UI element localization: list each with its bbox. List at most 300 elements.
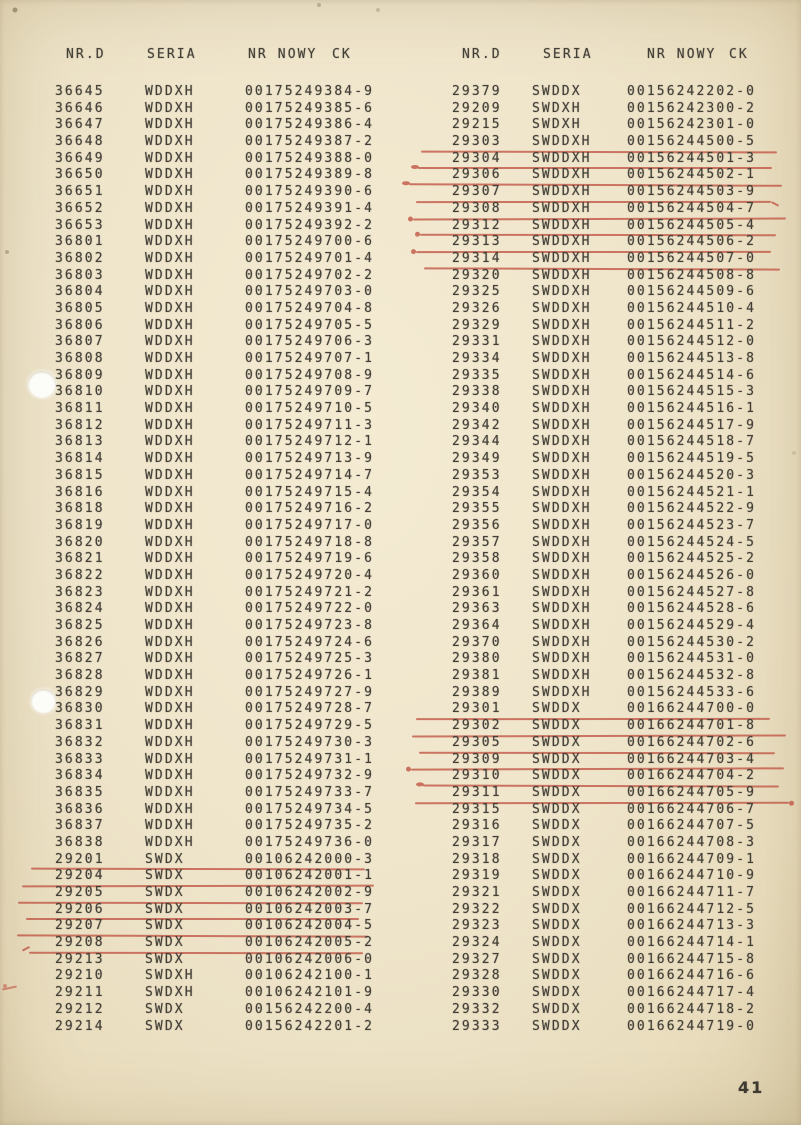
seria-cell: SWDDX	[532, 84, 582, 99]
nrnowy-cell: 00175249388-0	[245, 150, 375, 166]
red-pen-mark	[2, 984, 20, 993]
nrnowy-cell: 00106242006-0	[245, 951, 375, 967]
nrd-cell: 29328	[452, 968, 502, 984]
nrd-cell: 36833	[55, 751, 105, 767]
seria-cell: SWDDXH	[532, 150, 592, 166]
nrd-cell: 36835	[55, 784, 105, 800]
nrd-cell: 29353	[452, 467, 502, 483]
seria-cell: SWDDX	[532, 918, 582, 934]
seria-cell: WDDXH	[145, 818, 195, 834]
seria-cell: WDDXH	[145, 150, 195, 166]
nrnowy-cell: 00175249702-2	[245, 267, 375, 283]
table-row	[55, 668, 440, 685]
seria-cell: WDDXH	[145, 200, 195, 216]
table-row	[55, 601, 440, 618]
seria-cell: WDDXH	[145, 367, 195, 383]
table-row	[55, 752, 440, 769]
table-row	[452, 701, 801, 718]
nrd-cell: 36805	[55, 300, 105, 316]
nrnowy-cell: 00156244516-1	[627, 401, 757, 417]
nrnowy-cell: 00156244529-4	[627, 618, 757, 633]
nrnowy-cell: 00166244718-2	[627, 1001, 757, 1017]
nrnowy-cell: 00156244501-3	[627, 150, 757, 166]
seria-cell: SWDX	[145, 1018, 185, 1034]
table-row	[452, 868, 801, 885]
seria-cell: SWDDX	[532, 701, 582, 717]
seria-cell: SWDDXH	[532, 250, 592, 266]
table-row	[55, 935, 440, 952]
nrd-cell: 29308	[452, 200, 502, 216]
nrnowy-cell: 00156244509-6	[627, 284, 757, 300]
nrd-cell: 36815	[55, 467, 105, 483]
nrnowy-cell: 00175249711-3	[245, 417, 375, 433]
table-row	[55, 167, 440, 184]
seria-cell: SWDX	[145, 868, 185, 884]
nrd-cell: 29389	[452, 684, 502, 700]
table-row	[55, 251, 440, 268]
table-row	[452, 718, 801, 735]
seria-cell: WDDXH	[145, 401, 195, 417]
nrd-cell: 36809	[55, 367, 105, 383]
nrnowy-cell: 00156244531-0	[627, 651, 757, 667]
nrd-cell: 36810	[55, 384, 105, 400]
seria-cell: SWDDX	[532, 1018, 582, 1034]
seria-cell: WDDXH	[145, 134, 195, 150]
seria-cell: SWDDXH	[532, 234, 592, 250]
nrd-cell: 36650	[55, 167, 105, 183]
table-row	[55, 434, 440, 451]
nrd-cell: 29214	[55, 1018, 105, 1034]
table-row	[452, 585, 801, 602]
seria-cell: WDDXH	[145, 267, 195, 283]
nrnowy-cell: 00175249704-8	[245, 300, 375, 316]
nrnowy-cell: 00156244528-6	[627, 601, 757, 617]
nrd-cell: 29329	[452, 317, 502, 333]
table-row	[452, 401, 801, 418]
column-header-nrd: NR.D	[66, 47, 106, 62]
table-row	[55, 151, 440, 168]
nrd-cell: 29381	[452, 668, 502, 684]
nrnowy-cell: 00156244521-1	[627, 484, 757, 500]
seria-cell: SWDDX	[532, 901, 582, 917]
nrd-cell: 36829	[55, 684, 105, 700]
nrd-cell: 29358	[452, 551, 502, 567]
nrnowy-cell: 00156242202-0	[627, 84, 757, 99]
table-row	[452, 351, 801, 368]
seria-cell: SWDDXH	[532, 618, 592, 633]
nrnowy-cell: 00175249706-3	[245, 334, 375, 350]
nrnowy-cell: 00156244514-6	[627, 367, 757, 383]
nrd-cell: 29354	[452, 484, 502, 500]
table-row	[452, 902, 801, 919]
seria-cell: SWDDXH	[532, 401, 592, 417]
nrd-cell: 29212	[55, 1001, 105, 1017]
table-row	[55, 551, 440, 568]
nrnowy-cell: 00166244707-5	[627, 818, 757, 834]
table-row	[452, 268, 801, 285]
seria-cell: SWDXH	[145, 968, 195, 984]
table-row	[452, 1019, 801, 1036]
table-row	[452, 535, 801, 552]
nrnowy-cell: 00166244711-7	[627, 885, 757, 900]
nrd-cell: 36828	[55, 668, 105, 684]
table-row	[55, 334, 440, 351]
seria-cell: WDDXH	[145, 634, 195, 650]
seria-cell: SWDDX	[532, 784, 582, 800]
nrd-cell: 36651	[55, 184, 105, 200]
nrnowy-cell: 00106242003-7	[245, 901, 375, 917]
nrd-cell: 29318	[452, 851, 502, 867]
seria-cell: WDDXH	[145, 467, 195, 483]
nrd-cell: 29204	[55, 868, 105, 884]
nrnowy-cell: 00175249392-2	[245, 217, 375, 233]
nrnowy-cell: 00175249389-8	[245, 167, 375, 183]
table-row	[452, 84, 801, 101]
nrd-cell: 36819	[55, 517, 105, 533]
nrd-cell: 36836	[55, 801, 105, 817]
table-row	[55, 868, 440, 885]
table-row	[55, 234, 440, 251]
seria-cell: WDDXH	[145, 300, 195, 316]
nrnowy-cell: 00175249386-4	[245, 117, 375, 133]
seria-cell: WDDXH	[145, 184, 195, 200]
seria-cell: SWDDX	[532, 734, 582, 750]
nrnowy-cell: 00156244527-8	[627, 584, 757, 600]
table-row	[452, 251, 801, 268]
nrd-cell: 36831	[55, 718, 105, 734]
nrd-cell: 29208	[55, 935, 105, 951]
table-row	[55, 101, 440, 118]
column-header-ck: CK	[332, 47, 352, 62]
nrnowy-cell: 00156244530-2	[627, 634, 757, 650]
nrd-cell: 29205	[55, 885, 105, 900]
nrd-cell: 36806	[55, 317, 105, 333]
nrd-cell: 36818	[55, 501, 105, 517]
table-row	[452, 601, 801, 618]
nrd-cell: 29315	[452, 801, 502, 817]
nrnowy-cell: 00175249710-5	[245, 401, 375, 417]
nrnowy-cell: 00175249390-6	[245, 184, 375, 200]
nrd-cell: 36837	[55, 818, 105, 834]
nrnowy-cell: 00166244704-2	[627, 768, 757, 784]
table-row	[55, 885, 440, 902]
seria-cell: SWDDX	[532, 801, 582, 817]
nrd-cell: 29215	[452, 117, 502, 133]
nrd-cell: 29327	[452, 951, 502, 967]
nrnowy-cell: 00175249701-4	[245, 250, 375, 266]
nrd-cell: 29312	[452, 217, 502, 233]
nrd-cell: 36646	[55, 100, 105, 116]
nrnowy-cell: 00175249717-0	[245, 517, 375, 533]
table-row	[55, 852, 440, 869]
seria-cell: SWDDXH	[532, 634, 592, 650]
table-row	[55, 218, 440, 235]
table-row	[452, 501, 801, 518]
nrnowy-cell: 00175249733-7	[245, 784, 375, 800]
nrd-cell: 29303	[452, 134, 502, 150]
nrd-cell: 29344	[452, 434, 502, 450]
seria-cell: SWDXH	[145, 985, 195, 1001]
table-row	[55, 635, 440, 652]
table-row	[452, 818, 801, 835]
seria-cell: SWDDX	[532, 1001, 582, 1017]
seria-cell: WDDXH	[145, 234, 195, 250]
punch-hole	[31, 689, 56, 713]
seria-cell: SWDXH	[532, 100, 582, 116]
table-row	[452, 885, 801, 902]
nrd-cell: 29201	[55, 851, 105, 867]
table-row	[452, 485, 801, 502]
nrnowy-cell: 00156244500-5	[627, 134, 757, 150]
seria-cell: SWDDX	[532, 718, 582, 734]
table-row	[55, 351, 440, 368]
nrnowy-cell: 00156244532-8	[627, 668, 757, 684]
table-row	[452, 284, 801, 301]
table-row	[55, 718, 440, 735]
nrd-cell: 29301	[452, 701, 502, 717]
seria-cell: SWDDXH	[532, 651, 592, 667]
seria-cell: SWDDXH	[532, 384, 592, 400]
nrnowy-cell: 00156244533-6	[627, 684, 757, 700]
seria-cell: WDDXH	[145, 834, 195, 850]
seria-cell: SWDDXH	[532, 684, 592, 700]
nrd-cell: 29357	[452, 534, 502, 550]
table-row	[55, 284, 440, 301]
table-row	[55, 1002, 440, 1019]
nrnowy-cell: 00106242101-9	[245, 985, 375, 1001]
nrnowy-cell: 00175249725-3	[245, 651, 375, 667]
left-table-header	[55, 47, 440, 63]
column-header-nrd: NR.D	[462, 47, 502, 62]
nrnowy-cell: 00156244508-8	[627, 267, 757, 283]
seria-cell: SWDDXH	[532, 200, 592, 216]
seria-cell: SWDDX	[532, 751, 582, 767]
nrd-cell: 29207	[55, 918, 105, 934]
table-row	[452, 568, 801, 585]
nrnowy-cell: 00175249723-8	[245, 618, 375, 633]
nrd-cell: 29319	[452, 868, 502, 884]
table-row	[452, 852, 801, 869]
nrnowy-cell: 00156242200-4	[245, 1001, 375, 1017]
table-row	[452, 785, 801, 802]
table-row	[452, 201, 801, 218]
table-row	[55, 1019, 440, 1036]
nrnowy-cell: 00175249707-1	[245, 351, 375, 366]
seria-cell: WDDXH	[145, 501, 195, 517]
seria-cell: WDDXH	[145, 417, 195, 433]
nrd-cell: 29213	[55, 951, 105, 967]
table-row	[452, 935, 801, 952]
nrd-cell: 36830	[55, 701, 105, 717]
seria-cell: WDDXH	[145, 317, 195, 333]
nrnowy-cell: 00175249732-9	[245, 768, 375, 784]
nrnowy-cell: 00156244510-4	[627, 300, 757, 316]
table-row	[452, 184, 801, 201]
nrnowy-cell: 00156244517-9	[627, 417, 757, 433]
nrd-cell: 36813	[55, 434, 105, 450]
nrnowy-cell: 00156242301-0	[627, 117, 757, 133]
table-row	[452, 434, 801, 451]
table-row	[55, 918, 440, 935]
nrd-cell: 36823	[55, 584, 105, 600]
nrd-cell: 29334	[452, 351, 502, 366]
nrd-cell: 36802	[55, 250, 105, 266]
nrd-cell: 29320	[452, 267, 502, 283]
seria-cell: WDDXH	[145, 534, 195, 550]
nrd-cell: 29310	[452, 768, 502, 784]
table-row	[55, 535, 440, 552]
table-row	[452, 651, 801, 668]
seria-cell: SWDDXH	[532, 517, 592, 533]
nrnowy-cell: 00175249708-9	[245, 367, 375, 383]
seria-cell: SWDDXH	[532, 451, 592, 467]
seria-cell: SWDDX	[532, 851, 582, 867]
table-row	[55, 134, 440, 151]
table-row	[55, 201, 440, 218]
seria-cell: WDDXH	[145, 718, 195, 734]
seria-cell: SWDX	[145, 901, 185, 917]
nrnowy-cell: 00156244505-4	[627, 217, 757, 233]
nrd-cell: 36645	[55, 84, 105, 99]
seria-cell: SWDDX	[532, 885, 582, 900]
nrnowy-cell: 00166244703-4	[627, 751, 757, 767]
seria-cell: WDDXH	[145, 100, 195, 116]
seria-cell: SWDDX	[532, 834, 582, 850]
nrnowy-cell: 00175249714-7	[245, 467, 375, 483]
table-row	[452, 101, 801, 118]
nrnowy-cell: 00156244502-1	[627, 167, 757, 183]
nrnowy-cell: 00175249719-6	[245, 551, 375, 567]
nrnowy-cell: 00175249391-4	[245, 200, 375, 216]
table-row	[55, 384, 440, 401]
table-row	[452, 117, 801, 134]
nrnowy-cell: 00166244719-0	[627, 1018, 757, 1034]
seria-cell: SWDDXH	[532, 501, 592, 517]
table-row	[452, 551, 801, 568]
nrnowy-cell: 00106242002-9	[245, 885, 375, 900]
nrnowy-cell: 00175249712-1	[245, 434, 375, 450]
nrd-cell: 36803	[55, 267, 105, 283]
seria-cell: SWDDXH	[532, 134, 592, 150]
nrd-cell: 36804	[55, 284, 105, 300]
seria-cell: WDDXH	[145, 551, 195, 567]
seria-cell: WDDXH	[145, 334, 195, 350]
seria-cell: WDDXH	[145, 651, 195, 667]
table-row	[55, 401, 440, 418]
nrd-cell: 29304	[452, 150, 502, 166]
nrd-cell: 29307	[452, 184, 502, 200]
nrd-cell: 29317	[452, 834, 502, 850]
nrd-cell: 29379	[452, 84, 502, 99]
table-row	[55, 368, 440, 385]
column-header-seria: SERIA	[147, 47, 197, 62]
seria-cell: SWDDX	[532, 768, 582, 784]
table-row	[55, 318, 440, 335]
table-row	[452, 301, 801, 318]
seria-cell: WDDXH	[145, 684, 195, 700]
nrd-cell: 29206	[55, 901, 105, 917]
table-row	[55, 768, 440, 785]
nrd-cell: 29330	[452, 985, 502, 1001]
nrd-cell: 29364	[452, 618, 502, 633]
seria-cell: SWDDXH	[532, 184, 592, 200]
table-row	[55, 568, 440, 585]
nrnowy-cell: 00156242201-2	[245, 1018, 375, 1034]
nrd-cell: 29326	[452, 300, 502, 316]
table-row	[55, 451, 440, 468]
right-table-header	[452, 47, 801, 63]
seria-cell: WDDXH	[145, 618, 195, 633]
nrnowy-cell: 00156244524-5	[627, 534, 757, 550]
seria-cell: SWDDX	[532, 935, 582, 951]
seria-cell: WDDXH	[145, 801, 195, 817]
nrnowy-cell: 00156244512-0	[627, 334, 757, 350]
left-table	[55, 0, 440, 1125]
nrnowy-cell: 00175249709-7	[245, 384, 375, 400]
nrd-cell: 29210	[55, 968, 105, 984]
seria-cell: SWDDXH	[532, 167, 592, 183]
nrd-cell: 36826	[55, 634, 105, 650]
table-row	[55, 651, 440, 668]
table-row	[452, 768, 801, 785]
seria-cell: SWDDX	[532, 868, 582, 884]
nrd-cell: 36808	[55, 351, 105, 366]
nrd-cell: 29309	[452, 751, 502, 767]
nrd-cell: 29323	[452, 918, 502, 934]
seria-cell: WDDXH	[145, 484, 195, 500]
table-row	[55, 785, 440, 802]
nrnowy-cell: 00166244706-7	[627, 801, 757, 817]
table-row	[55, 84, 440, 101]
table-row	[452, 151, 801, 168]
seria-cell: SWDDXH	[532, 584, 592, 600]
nrd-cell: 29361	[452, 584, 502, 600]
nrnowy-cell: 00156244526-0	[627, 567, 757, 583]
table-row	[452, 451, 801, 468]
nrd-cell: 36652	[55, 200, 105, 216]
nrnowy-cell: 00166244713-3	[627, 918, 757, 934]
seria-cell: SWDDXH	[532, 567, 592, 583]
column-header-ck: CK	[729, 47, 749, 62]
nrnowy-cell: 00106242004-5	[245, 918, 375, 934]
nrnowy-cell: 00166244702-6	[627, 734, 757, 750]
nrd-cell: 36838	[55, 834, 105, 850]
nrnowy-cell: 00175249713-9	[245, 451, 375, 467]
seria-cell: SWDDX	[532, 818, 582, 834]
table-row	[452, 968, 801, 985]
seria-cell: SWDX	[145, 951, 185, 967]
left-table-rows	[55, 84, 440, 1035]
table-row	[452, 985, 801, 1002]
table-row	[55, 485, 440, 502]
page-number: 41	[738, 1078, 765, 1097]
nrnowy-cell: 00175249727-9	[245, 684, 375, 700]
nrd-cell: 29380	[452, 651, 502, 667]
table-row	[452, 618, 801, 635]
nrd-cell: 29331	[452, 334, 502, 350]
nrd-cell: 29349	[452, 451, 502, 467]
nrd-cell: 36807	[55, 334, 105, 350]
nrd-cell: 29332	[452, 1001, 502, 1017]
nrd-cell: 29333	[452, 1018, 502, 1034]
nrnowy-cell: 00156244525-2	[627, 551, 757, 567]
nrd-cell: 36822	[55, 567, 105, 583]
seria-cell: WDDXH	[145, 217, 195, 233]
nrd-cell: 29209	[452, 100, 502, 116]
nrd-cell: 36824	[55, 601, 105, 617]
seria-cell: WDDXH	[145, 751, 195, 767]
nrnowy-cell: 00156244518-7	[627, 434, 757, 450]
